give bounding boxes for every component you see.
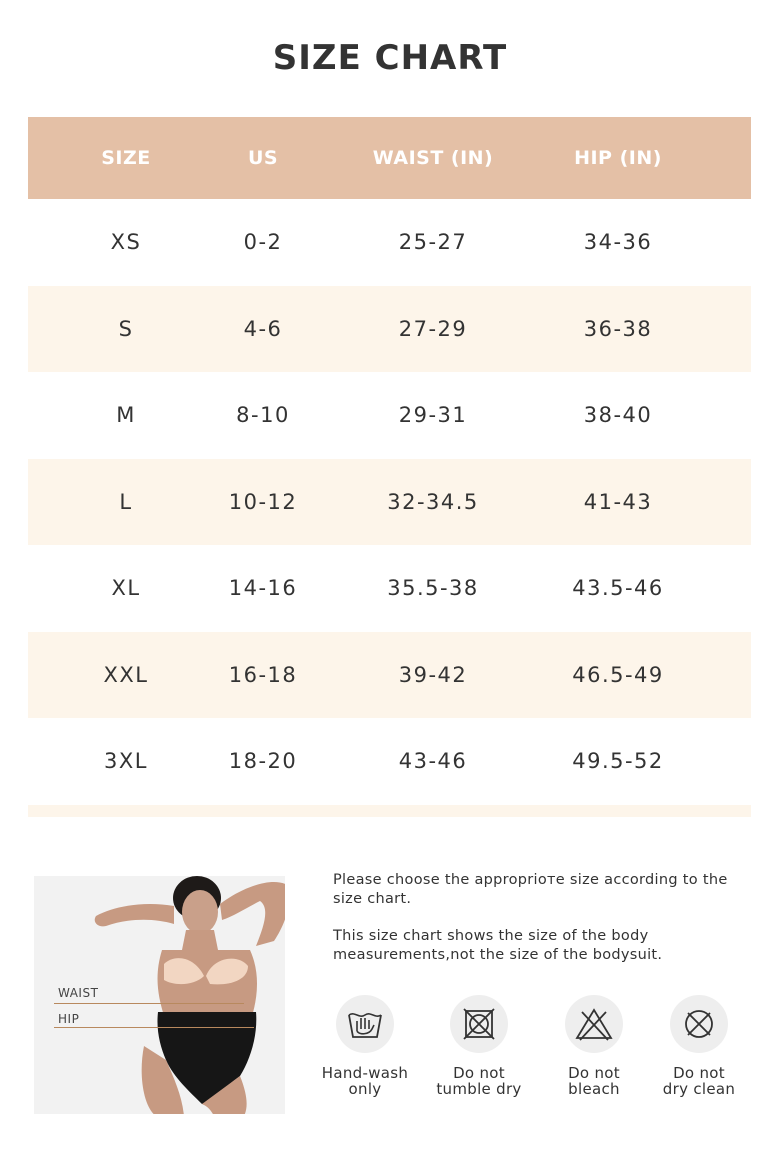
page-title: SIZE CHART	[272, 38, 508, 78]
table-row	[28, 372, 751, 459]
care-label: Do not dry clean	[662, 1064, 736, 1098]
cell-waist: 25-27	[398, 230, 468, 255]
cell-us: 4-6	[243, 316, 283, 341]
do-not-tumble-dry-icon	[450, 995, 508, 1053]
header-waist: WAIST (IN)	[372, 147, 494, 169]
cell-hip: 41-43	[583, 489, 653, 514]
header-size: SIZE	[101, 147, 151, 169]
cell-waist: 39-42	[398, 662, 468, 687]
table-row	[28, 459, 751, 546]
cell-size: L	[119, 489, 133, 514]
table-row	[28, 545, 751, 632]
cell-size: 3XL	[104, 749, 148, 774]
cell-waist: 35.5-38	[387, 576, 479, 601]
care-label: Do not tumble dry	[436, 1064, 522, 1098]
cell-size: XS	[110, 230, 142, 255]
cell-size: M	[116, 403, 136, 428]
cell-size: XXL	[103, 662, 149, 687]
table-row	[28, 199, 751, 286]
size-chart-table	[28, 117, 751, 817]
cell-us: 14-16	[228, 576, 298, 601]
cell-us: 16-18	[228, 662, 298, 687]
header-us: US	[247, 147, 279, 169]
model-photo	[34, 876, 285, 1114]
cell-size: XL	[111, 576, 141, 601]
note-body-measurements: This size chart shows the size of the body measurements,not the size of the bodysuit.	[333, 928, 663, 963]
cell-waist: 29-31	[398, 403, 468, 428]
care-label: Do not bleach	[568, 1064, 620, 1098]
care-label: Hand-wash only	[321, 1064, 409, 1098]
do-not-dry-clean-icon	[670, 995, 728, 1053]
cell-waist: 43-46	[398, 749, 468, 774]
do-not-bleach-icon	[565, 995, 623, 1053]
care-item-no-bleach	[539, 995, 649, 1097]
cell-us: 8-10	[236, 403, 290, 428]
care-item-no-dry-clean	[644, 995, 754, 1097]
cell-us: 18-20	[228, 749, 298, 774]
table-row	[28, 632, 751, 719]
cell-hip: 43.5-46	[572, 576, 664, 601]
cell-waist: 27-29	[398, 316, 468, 341]
note-choose-size: Please choose the approprioте size according to the size chart.	[333, 872, 728, 907]
cell-us: 0-2	[243, 230, 283, 255]
table-row	[28, 286, 751, 373]
header-hip: HIP (IN)	[574, 147, 662, 169]
care-item-no-tumble-dry	[424, 995, 534, 1097]
waist-line	[54, 1003, 244, 1004]
table-row	[28, 718, 751, 805]
hip-line	[54, 1027, 254, 1028]
cell-hip: 38-40	[583, 403, 653, 428]
waist-label: WAIST	[58, 986, 99, 1000]
cell-waist: 32-34.5	[387, 489, 479, 514]
cell-hip: 36-38	[583, 316, 653, 341]
table-header	[28, 117, 751, 199]
size-notes	[333, 871, 743, 965]
hip-label: HIP	[58, 1012, 80, 1026]
care-item-hand-wash	[310, 995, 420, 1097]
cell-hip: 46.5-49	[572, 662, 664, 687]
cell-us: 10-12	[228, 489, 298, 514]
table-bottom-strip	[28, 805, 751, 817]
cell-hip: 34-36	[583, 230, 653, 255]
cell-size: S	[118, 316, 134, 341]
hand-wash-icon	[336, 995, 394, 1053]
cell-hip: 49.5-52	[572, 749, 664, 774]
